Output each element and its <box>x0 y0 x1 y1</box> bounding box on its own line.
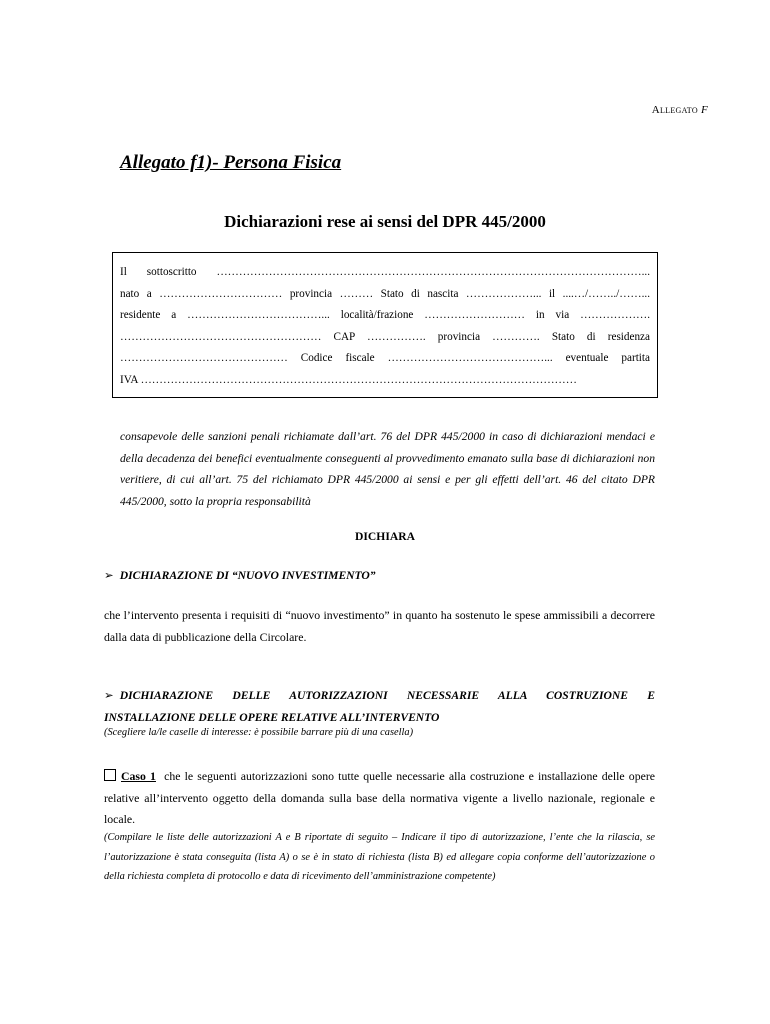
declares-heading: DICHIARA <box>355 530 415 543</box>
case-1-paragraph <box>104 766 655 831</box>
form-line-birth: nato a …………………………… provincia ……… Stato di nascita ………………... il ....…/……../……... <box>120 287 650 300</box>
form-line-vat: IVA ……………………………………………………………………………………………………… <box>120 373 577 386</box>
form-line-residence: residente a ………………………………... località/frazione ……………………… in via ………………. <box>120 309 650 321</box>
section-new-investment-heading <box>104 568 376 582</box>
form-line-tax-code: ……………………………………… Codice fiscale ……………………………………... eventuale partita <box>120 352 650 364</box>
attachment-letter: F <box>700 104 708 116</box>
document-title: Allegato f1)- Persona Fisica <box>120 152 342 173</box>
attachment-word: Allegato <box>651 104 698 116</box>
section-authorizations-heading <box>104 685 655 729</box>
section-authorizations-note: (Scegliere la/le caselle di interesse: è possibile barrare più di una casella) <box>104 727 414 738</box>
awareness-paragraph: consapevole delle sanzioni penali richiamate dall’art. 76 del DPR 445/2000 in caso di dichiarazioni mendaci e della decadenza dei benefici eventualmente conseguenti al provvedimento emanato sulla base di dichiarazioni non veritiere, di cui all’art. 75 del richiamato DPR 445/2000 ai sensi e per gli effetti dell’art. 46 del citato DPR 445/2000, sotto la propria responsabilità <box>120 430 655 509</box>
form-line-name: Il sottoscritto ……………………………………………………………………………………………………... <box>120 266 650 278</box>
personal-data-box <box>112 252 658 398</box>
attachment-label <box>652 104 708 116</box>
page-heading: Dichiarazioni rese ai sensi del DPR 445/2000 <box>224 212 546 231</box>
case-1-checkbox[interactable] <box>104 769 116 781</box>
section-new-investment-title: DICHIARAZIONE DI “NUOVO INVESTIMENTO” <box>119 569 376 582</box>
case-1-text: che le seguenti autorizzazioni sono tutte quelle necessarie alla costruzione e installazione delle opere relative all’intervento oggetto della domanda sulla base della normativa vigente a livello nazionale, regionale e locale. <box>104 769 655 826</box>
arrow-bullet-icon: ➢ <box>104 569 114 582</box>
case-1-label: Caso 1 <box>121 769 156 783</box>
case-1-note: (Compilare le liste delle autorizzazioni A e B riportate di seguito – Indicare il tipo di autorizzazione, l’ente che la rilascia, se l’autorizzazione è stata conseguita (lista A) o se è in stato di richiesta (lista B) ed allegare copia conforme dell’autorizzazione o della richiesta completa di protocollo e data di ricevimento dell’amministrazione competente) <box>104 832 655 882</box>
arrow-bullet-icon: ➢ <box>104 689 114 702</box>
section-authorizations-title-line2: INSTALLAZIONE DELLE OPERE RELATIVE ALL’INTERVENTO <box>104 711 440 724</box>
section-new-investment-body: che l’intervento presenta i requisiti di “nuovo investimento” in quanto ha sostenuto le spese ammissibili a decorrere dalla data di pubblicazione della Circolare. <box>104 608 655 644</box>
section-authorizations-title-line1: ➢ DICHIARAZIONE DELLE AUTORIZZAZIONI NECESSARIE ALLA COSTRUZIONE E <box>104 689 655 702</box>
form-line-cap: ……………………………………………… CAP ……………. provincia …………. Stato di residenza <box>120 330 650 343</box>
